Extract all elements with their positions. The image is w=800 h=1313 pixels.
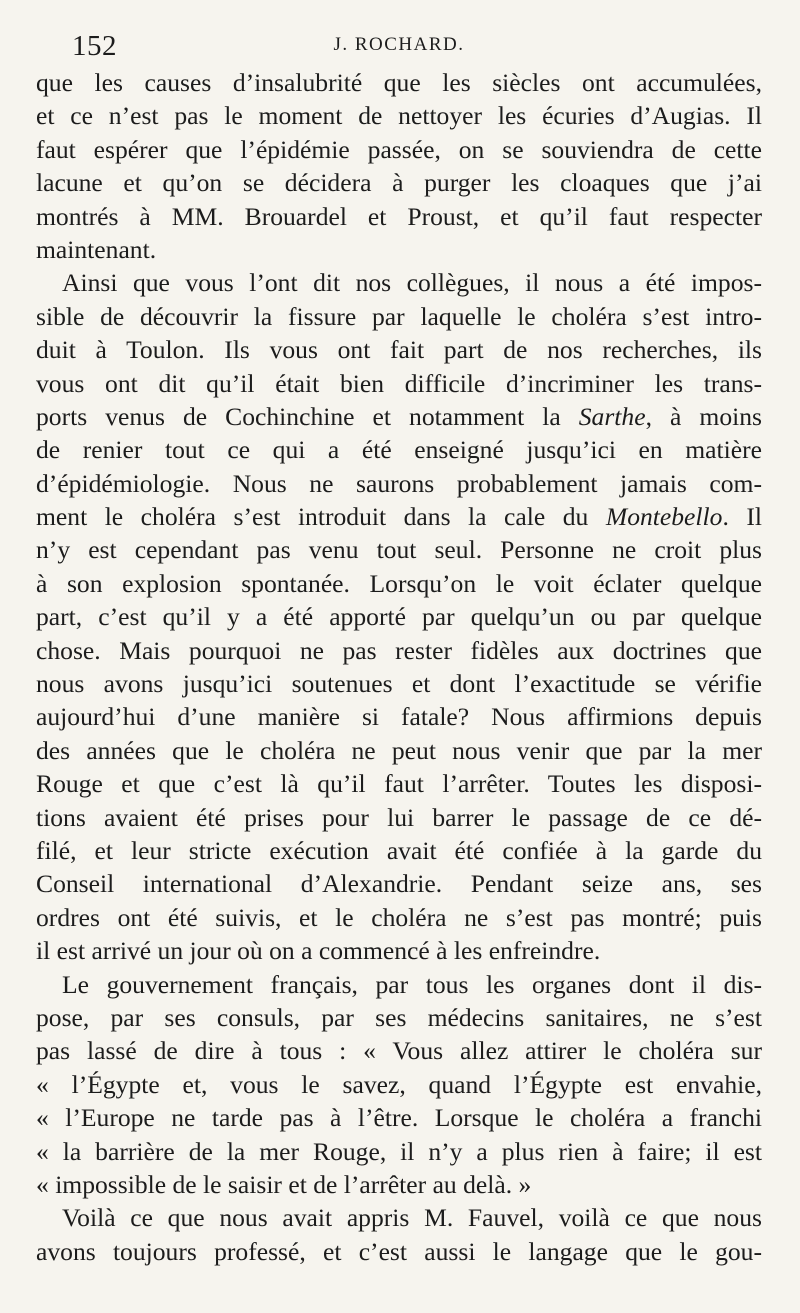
italic-ship-name: Montebello [605, 502, 723, 532]
page-number: 152 [72, 30, 117, 62]
page-header [36, 0, 762, 66]
text-line-with-italic: ment le choléra s’est introduit dans la cale du Montebello. Il [36, 502, 762, 532]
text-line: avons toujours professé, et c’est aussi le langage que le gou- [36, 1236, 762, 1266]
text-line: montrés à MM. Brouardel et Proust, et qu’il faut respecter [36, 201, 762, 231]
italic-ship-name: Sarthe [578, 401, 646, 431]
text-line: des années que le choléra ne peut nous venir que par la mer [36, 735, 762, 765]
text-line: pose, par ses consuls, par ses médecins sanitaires, ne s’est [36, 1002, 762, 1032]
running-head: J. ROCHARD. [333, 34, 465, 55]
text-line: de renier tout ce qui a été enseigné jusqu’ici en matière [36, 435, 762, 465]
text-line: il est arrivé un jour où on a commencé à les enfreindre. [36, 936, 601, 966]
text-line: filé, et leur stricte exécution avait été confiée à la garde du [36, 835, 762, 865]
text-line: Voilà ce que nous avait appris M. Fauvel, voilà ce que nous [62, 1203, 762, 1233]
text-line: Conseil international d’Alexandrie. Pendant seize ans, ses [36, 869, 762, 899]
text-line: « impossible de le saisir et de l’arrêter au delà. » [36, 1169, 532, 1199]
text-line: n’y est cependant pas venu tout seul. Personne ne croit plus [36, 535, 762, 565]
paragraph-1 [36, 66, 762, 266]
text-line: lacune et qu’on se décidera à purger les cloaques que j’ai [36, 168, 762, 198]
body-text [36, 66, 762, 1268]
paragraph-4 [36, 1201, 762, 1268]
text-line: ordres ont été suivis, et le choléra ne s’est pas montré; puis [36, 902, 762, 932]
paragraph-3 [36, 968, 762, 1202]
text-line: « la barrière de la mer Rouge, il n’y a plus rien à faire; il est [36, 1136, 762, 1166]
text-line: pas lassé de dire à tous : « Vous allez attirer le choléra sur [36, 1036, 762, 1066]
text-line: nous avons jusqu’ici soutenues et dont l’exactitude se vérifie [36, 669, 762, 699]
text-line: Le gouvernement français, par tous les organes dont il dis- [62, 969, 762, 999]
text-line: « l’Égypte et, vous le savez, quand l’Égypte est envahie, [36, 1069, 762, 1099]
text-line: part, c’est qu’il y a été apporté par quelqu’un ou par quelque [36, 602, 762, 632]
text-line: à son explosion spontanée. Lorsqu’on le voit éclater quelque [36, 568, 762, 598]
text-line: tions avaient été prises pour lui barrer le passage de ce dé- [36, 802, 762, 832]
text-line-with-italic: ports venus de Cochinchine et notamment la Sarthe, à moins [36, 401, 762, 431]
text-line: Rouge et que c’est là qu’il faut l’arrêter. Toutes les disposi- [36, 769, 762, 799]
text-line: chose. Mais pourquoi ne pas rester fidèles aux doctrines que [36, 635, 762, 665]
paragraph-2 [36, 266, 762, 967]
text-line: Ainsi que vous l’ont dit nos collègues, il nous a été impos- [62, 268, 762, 298]
text-line: duit à Toulon. Ils vous ont fait part de nos recherches, ils [36, 335, 762, 365]
text-line: aujourd’hui d’une manière si fatale? Nous affirmions depuis [36, 702, 762, 732]
text-line: d’épidémiologie. Nous ne saurons probablement jamais com- [36, 468, 762, 498]
text-line: et ce n’est pas le moment de nettoyer les écuries d’Augias. Il [36, 101, 762, 131]
text-line: sible de découvrir la fissure par laquelle le choléra s’est intro- [36, 301, 762, 331]
text-line: faut espérer que l’épidémie passée, on se souviendra de cette [36, 134, 762, 164]
text-line: que les causes d’insalubrité que les siècles ont accumulées, [36, 68, 762, 97]
text-line: maintenant. [36, 234, 157, 264]
text-line: « l’Europe ne tarde pas à l’être. Lorsque le choléra a franchi [36, 1103, 762, 1133]
text-line: vous ont dit qu’il était bien difficile d’incriminer les trans- [36, 368, 762, 398]
